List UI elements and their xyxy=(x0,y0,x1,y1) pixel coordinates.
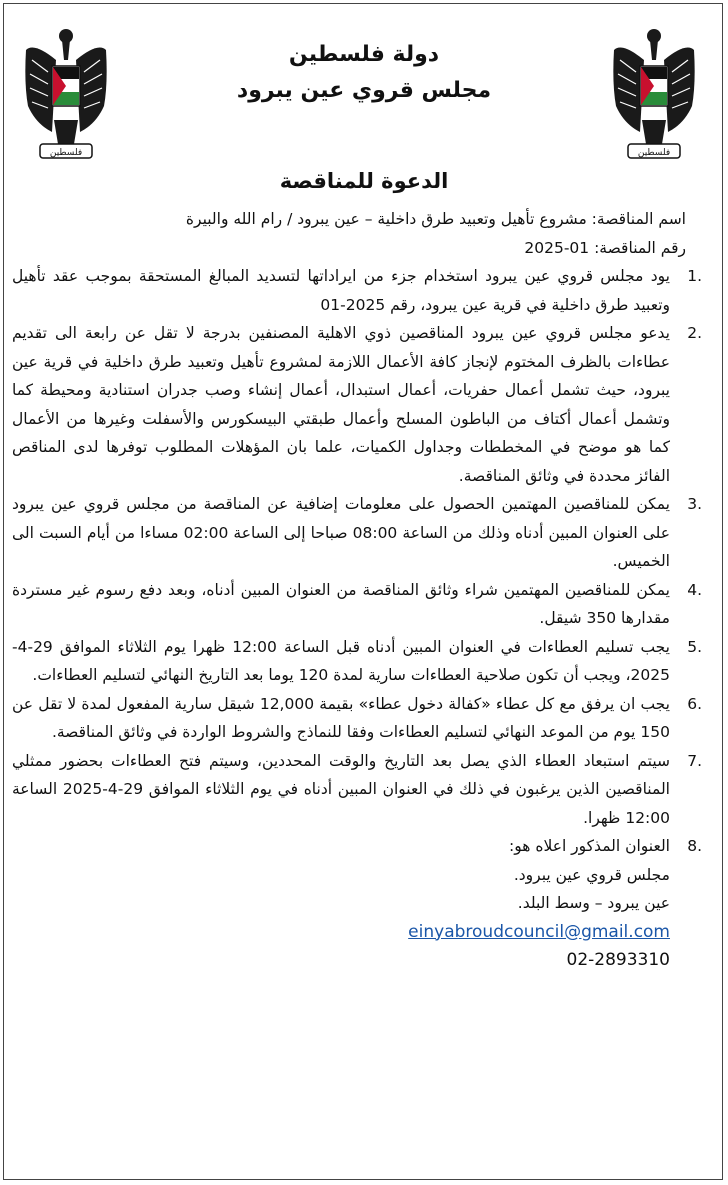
address-heading: العنوان المذكور اعلاه هو: xyxy=(509,837,670,855)
clause-number: .5 xyxy=(687,637,702,656)
clause-number: .6 xyxy=(687,694,702,713)
address-item xyxy=(12,832,706,975)
council-name: مجلس قروي عين يبرود xyxy=(236,78,492,103)
clause-text: يود مجلس قروي عين يبرود استخدام جزء من ايراداتها لتسديد المبالغ المستحقة بموجب عقد تأهيل وتعبيد طرق داخلية في قرية عين يبرود، رقم 2025-01 xyxy=(12,267,670,314)
clause-number: .1 xyxy=(687,267,702,285)
clause-number: .4 xyxy=(687,580,702,599)
clause-item xyxy=(12,633,706,690)
clause-number: .7 xyxy=(687,751,702,770)
clause-item xyxy=(12,747,706,833)
address-line-2: عين يبرود – وسط البلد. xyxy=(517,894,670,912)
tender-name: اسم المناقصة: مشروع تأهيل وتعبيد طرق داخلية – عين يبرود / رام الله والبيرة xyxy=(185,210,686,228)
clause-text: يجب ان يرفق مع كل عطاء «كفالة دخول عطاء» بقيمة 12,000 شيقل سارية المفعول لمدة لا تقل عن 150 يوم من الموعد النهائي لتسليم العطاءات وفقا للنماذج والشروط الواردة في وثائق المناقصة. xyxy=(12,694,670,741)
country-name: دولة فلسطين xyxy=(288,42,440,67)
tender-number: رقم المناقصة: 01-2025 xyxy=(524,238,686,257)
page-title: الدعوة للمناقصة xyxy=(279,169,449,193)
palestine-eagle-emblem-right xyxy=(606,20,702,168)
clause-item xyxy=(12,576,706,633)
clause-list xyxy=(12,262,706,975)
clause-item xyxy=(12,690,706,747)
address-line-1: مجلس قروي عين يبرود. xyxy=(513,865,670,884)
emblem-caption-left: فلسطين xyxy=(49,148,83,158)
clause-number: .8 xyxy=(687,837,702,855)
clause-item xyxy=(12,319,706,490)
clause-item xyxy=(12,490,706,576)
clause-item xyxy=(12,262,706,319)
tender-body xyxy=(12,205,706,975)
clause-text: يمكن للمناقصين المهتمين شراء وثائق المناقصة من العنوان المبين أدناه، وبعد دفع رسوم غير مستردة مقدارها 350 شيقل. xyxy=(12,580,670,627)
clause-text: يدعو مجلس قروي عين يبرود المناقصين ذوي الاهلية المصنفين بدرجة لا تقل عن رابعة الى تقديم عطاءات بالظرف المختوم لإنجاز كافة الأعمال اللازمة لمشروع تأهيل وتعبيد طرق داخلية في قرية عين يبرود، حيث تشمل أعمال حفريات، أعمال استبدال، أعمال إنشاء وصب جدران استنادية ومحيطة كما وتشمل أعمال أكتاف من الباطون المسلح وأعمال طبقتي البيسكورس والأسفلت وغيرها من الأعمال كما هو موضح في المخططات وجداول الكميات، علما بان المؤهلات المطلوب توفرها لدى المناقص الفائز محددة في وثائق المناقصة. xyxy=(12,324,670,485)
palestine-eagle-emblem-left xyxy=(18,20,114,168)
phone-number: 02-2893310 xyxy=(566,950,670,970)
document-header xyxy=(150,40,578,106)
clause-text: سيتم استبعاد العطاء الذي يصل بعد التاريخ والوقت المحددين، وسيتم فتح العطاءات بحضور ممثلي المناقصين الذين يرغبون في ذلك في العنوان المبين أدناه في يوم الثلاثاء الموافق 29-4-2025 الساعة 12:00 ظهرا. xyxy=(12,751,670,827)
clause-number: .3 xyxy=(687,495,702,513)
clause-text: يجب تسليم العطاءات في العنوان المبين أدناه قبل الساعة 12:00 ظهرا يوم الثلاثاء الموافق 29-4-2025، ويجب أن تكون صلاحية العطاءات سارية لمدة 120 يوما بعد التاريخ النهائي لتسليم العطاءات. xyxy=(12,637,670,684)
clause-text: يمكن للمناقصين المهتمين الحصول على معلومات إضافية عن المناقصة من مجلس قروي عين يبرود على العنوان المبين أدناه وذلك من الساعة 08:00 صباحا إلى الساعة 02:00 مساءا من أيام السبت الى الخميس. xyxy=(12,495,671,570)
email-link[interactable]: einyabroudcouncil@gmail.com xyxy=(408,921,670,942)
clause-number: .2 xyxy=(687,324,702,342)
emblem-caption-right: فلسطين xyxy=(637,148,671,158)
